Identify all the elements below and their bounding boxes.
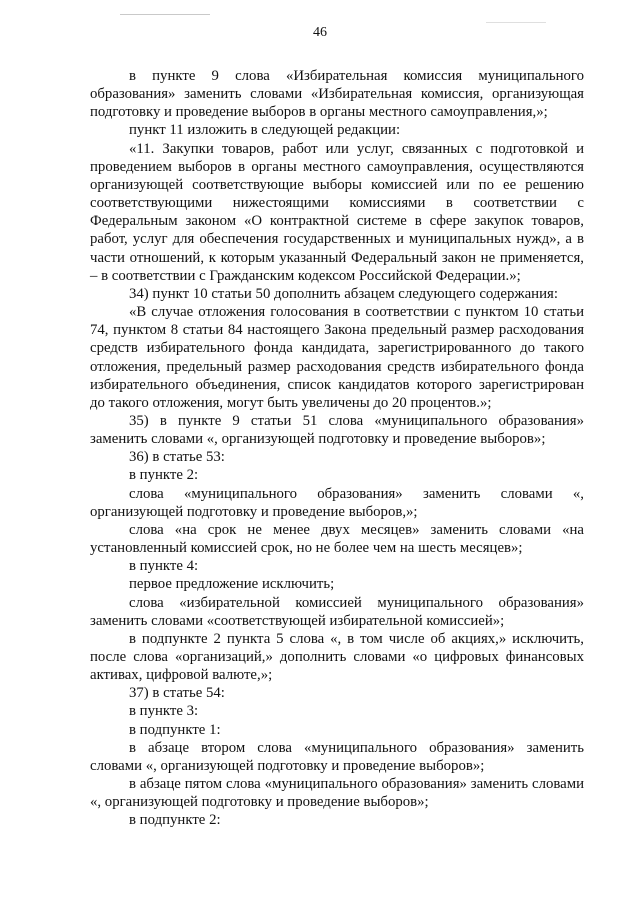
paragraph: в пункте 4: [129, 558, 199, 575]
paragraph: в пункте 2: [129, 467, 199, 484]
paragraph: 37) в статье 54: [129, 685, 225, 702]
paragraph: в подпункте 2 пункта 5 слова «, в том числе об акциях,» исключить, после слова «организаций,» дополнить словами «о цифровых финансовых активах, цифровой валюте,»; [90, 630, 584, 684]
paragraph: в пункте 9 слова «Избирательная комиссия муниципального образования» заменить словами «Избирательная комиссия, организующая подготовку и проведение выборов в органы местного самоуправления,»; [90, 68, 584, 121]
scan-edge-mark [120, 14, 210, 15]
paragraph: «В случае отложения голосования в соответствии с пунктом 10 статьи 74, пунктом 8 статьи 84 настоящего Закона предельный размер расходования средств избирательного фонда кандидата, зарегистрированного до такого отложения, предельный размер расходования средств избирательного фонда избирательного объединения, список кандидатов которого зарегистрирован до такого отложения, могут быть увеличены до 20 процентов.»; [90, 304, 584, 411]
paragraph: в абзаце пятом слова «муниципального образования» заменить словами «, организующей подготовку и проведение выборов»; [90, 776, 584, 811]
paragraph: 35) в пункте 9 статьи 51 слова «муниципального образования» заменить словами «, организующей подготовку и проведение выборов»; [90, 412, 584, 448]
paragraph: в подпункте 2: [129, 812, 221, 829]
paragraph: первое предложение исключить; [129, 576, 335, 593]
page-number: 46 [313, 25, 327, 40]
scan-edge-mark [486, 22, 546, 23]
paragraph: 34) пункт 10 статьи 50 дополнить абзацем следующего содержания: [129, 285, 558, 302]
paragraph: 36) в статье 53: [129, 449, 225, 466]
paragraph: слова «избирательной комиссией муниципального образования» заменить словами «соответствующей избирательной комиссией»; [90, 594, 584, 629]
paragraph: в абзаце втором слова «муниципального образования» заменить словами «, организующей подготовку и проведение выборов»; [90, 739, 584, 774]
paragraph: «11. Закупки товаров, работ или услуг, связанных с подготовкой и проведением выборов в органы местного самоуправления, осуществляются организующей соответствующие выборы комиссией или по ее решению соответствующими нижестоящими комиссиями в соответствии с Федеральным законом «О контрактной системе в сфере закупок товаров, работ, услуг для обеспечения государственных и муниципальных нужд», а в части отношений, к которым указанный Федеральный закон не применяется, – в соответствии с Гражданским кодексом Российской Федерации.»; [90, 140, 584, 284]
paragraph: в пункте 3: [129, 703, 199, 720]
paragraph: пункт 11 изложить в следующей редакции: [129, 122, 401, 139]
paragraph: слова «на срок не менее двух месяцев» заменить словами «на установленный комиссией срок, но не более чем на шесть месяцев»; [90, 521, 584, 557]
paragraph: в подпункте 1: [129, 721, 221, 738]
paragraph: слова «муниципального образования» заменить словами «, организующей подготовку и проведение выборов,»; [90, 485, 584, 520]
document-body [90, 67, 584, 830]
